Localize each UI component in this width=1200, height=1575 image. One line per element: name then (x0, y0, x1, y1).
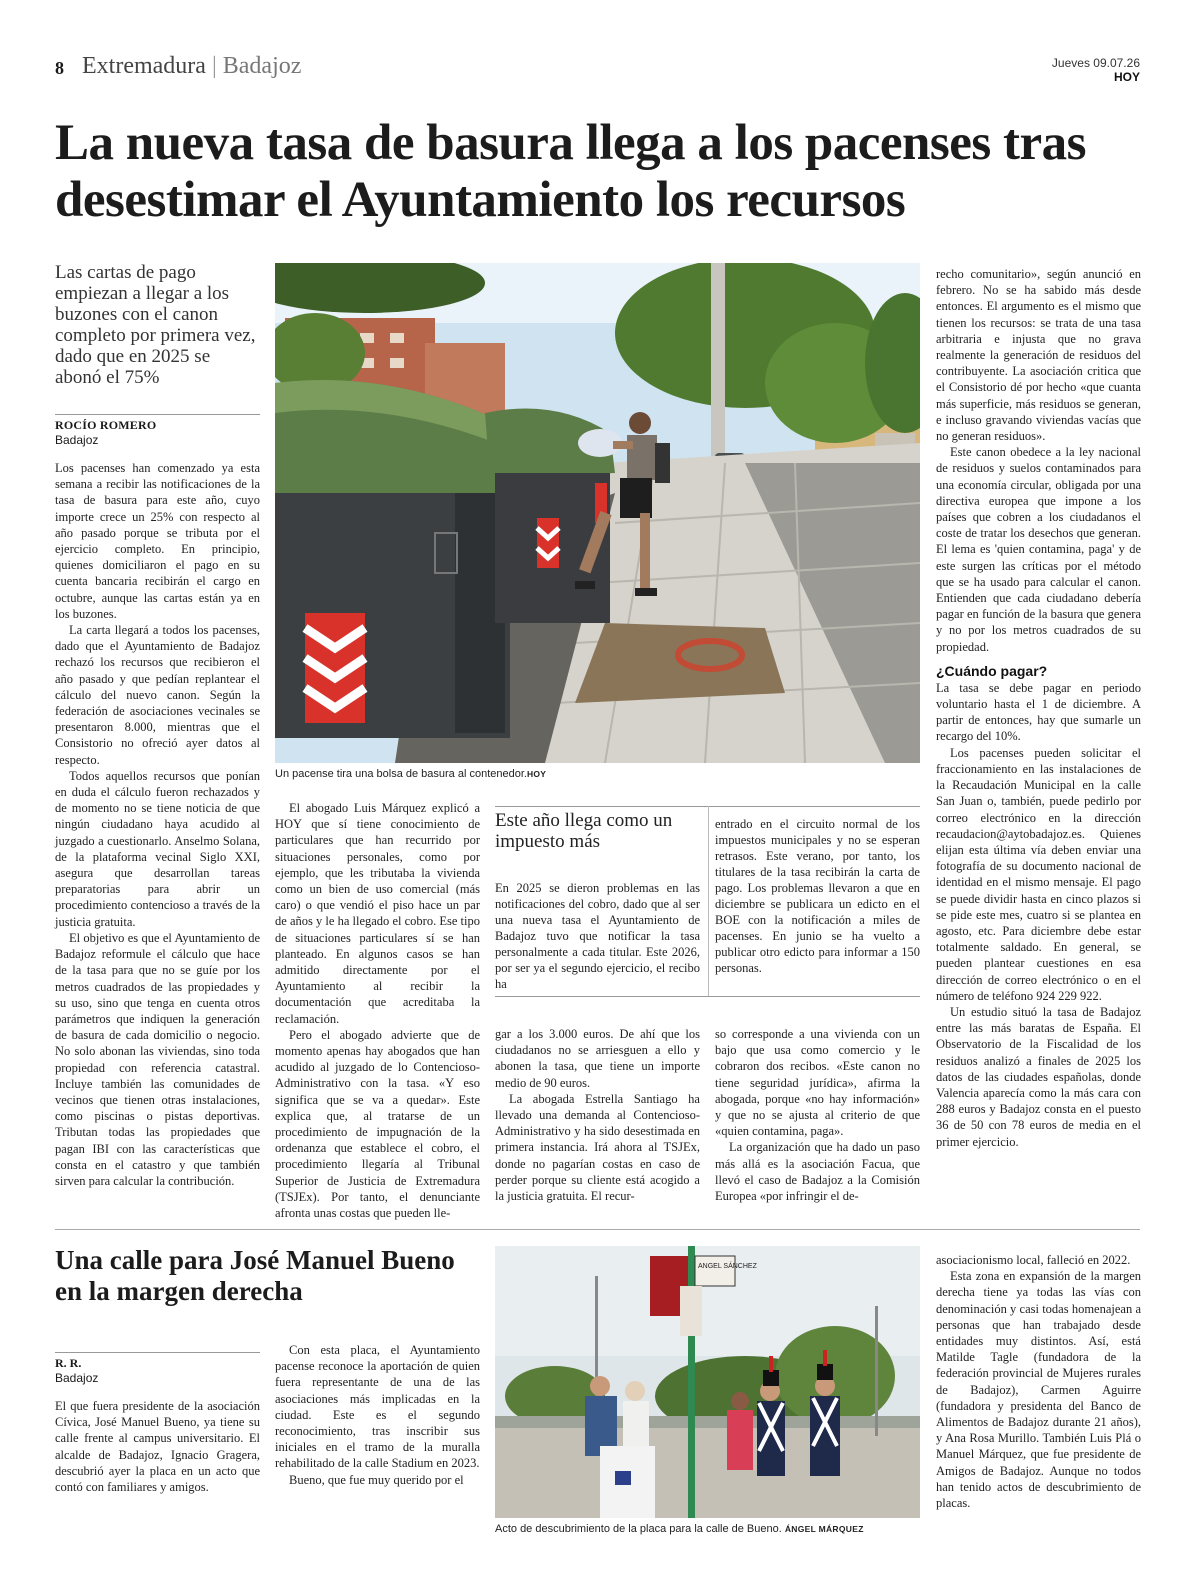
section-name: Extremadura (82, 53, 206, 79)
section-label: Extremadura | Badajoz (82, 53, 302, 79)
date-text: Jueves 09.07.26 (1051, 56, 1140, 70)
photo-credit: HOY (526, 769, 547, 779)
article-column-3 (495, 1026, 700, 1204)
photo-street-plaque-unveiling (495, 1246, 920, 1518)
paper-name: HOY (1113, 70, 1140, 84)
photo-credit: ÁNGEL MÁRQUEZ (784, 1524, 864, 1534)
box-text-2: entrado en el circuito normal de los impuestos municipales y no se esperan retrasos. Este verano, por tanto, los titulares de la tasa recibirán la carta de pago. Los problemas llevaron a que en diciembre se publicara un edicto en el BOE con la notificación a miles de pacenses. En junio se ha vuelto a publicar otro edicto para informar a 150 personas. (715, 817, 920, 975)
second-photo (495, 1246, 920, 1518)
page-number: 8 (55, 58, 64, 78)
article-column-2 (275, 800, 480, 1221)
article-separator (55, 1229, 1140, 1230)
paragraph: La tasa se debe pagar en periodo voluntario hasta el 1 de diciembre. A partir de entonces, hay que sumarle un recargo del 10%. (936, 680, 1141, 744)
issue-date (1052, 56, 1140, 84)
paragraph: Los pacenses han comenzado ya esta semana a recibir las notificaciones de la tasa de basura para este año, cuyo importe crece un 25% con respecto al año pasado porque se tributa por el ejercicio completo. En principio, quienes domiciliaron el pago en su cuenta bancaria recibirán el cargo en octubre, aunque las cartas están ya en los buzones. (55, 461, 260, 621)
subsection-name: Badajoz (222, 53, 302, 79)
photo-caption (275, 768, 920, 780)
paragraph: Todos aquellos recursos que ponían en duda el cálculo fueron rechazados y de momento no se tiene noticia de que ningún ciudadano haya acudido al juzgado a cuestionarlo. Anselmo Solana, de la plataforma vecinal Siglo XXI, asegura que desarrollan tareas preparatorias para abrir un procedimiento contencioso a través de la justicia gratuita. (55, 768, 260, 929)
article-column-5 (936, 266, 1141, 1150)
caption-text: Un pacense tira una bolsa de basura al contenedor. (275, 768, 527, 780)
paragraph: recho comunitario», según anunció en febrero. No se ha sabido más desde entonces. El argumento es el mismo que tienen los recursos: se trata de una tasa arbitraria e injusta que no grava realmente la generación de residuos del contribuyente. La asociación critica que el Consistorio dé por hecho «que cuanta más superficie, más residuos se generan, e incluso gravando viviendas vacías que no generan residuos». (936, 267, 1141, 444)
author-name: ROCÍO ROMERO (55, 418, 157, 432)
paragraph: Un estudio situó la tasa de Badajoz entre las más baratas de España. El Observatorio de la Fiscalidad de los residuos analizó a finales de 2025 los datos de las ciudades españolas, donde Valencia aparecía como la más cara con 288 euros y Badajoz consta en el puesto 36 de 50 con 78 euros de media en el primer ejercicio. (936, 1004, 1141, 1149)
paragraph: Este canon obedece a la ley nacional de residuos y suelos contaminados para una economía circular, obligada por una directiva europea que impone a los países que cobren a los ciudadanos el coste de tratar los desechos que generan. El lema es 'quien contamina, paga' y de este surgen las críticas por el método que se ha usado para calcular el canon. Entienden que cada ciudadano debería pagar en función de la basura que genera y no por los metros cuadrados de su propiedad. (936, 445, 1141, 654)
article-column-4 (715, 1026, 920, 1204)
paragraph: asociacionismo local, falleció en 2022. (936, 1253, 1131, 1267)
paragraph: Los pacenses pueden solicitar el fraccionamiento en las instalaciones de la Recaudación Municipal en la calle San Juan o, también, puede pedirlo por correo electrónico en la dirección recaudacion@aytobadajoz.es. Quienes elijan esta última vía deben enviar una fotografía de su documento nacional de identidad en el mismo mensaje. El pago se puede dividir hasta en cinco plazos si se pide este mes, cuatro si se plantea en agosto, etc. Para diciembre debe estar totalmente saldado. En general, se pueden plantear cuestiones en esa dirección de correo electrónico o en el número de teléfono 924 229 922. (936, 745, 1141, 1003)
second-headline: Una calle para José Manuel Bueno en la margen derecha (55, 1245, 455, 1306)
paragraph: so corresponde a una vivienda con un bajo que usa como comercio y le cobraron dos recibos. «Este canon no tiene seguridad jurídica», afirma la abogada, porque «no hay información» y que no se ajusta al criterio de que «quien contamina, paga». (715, 1027, 920, 1139)
main-headline: La nueva tasa de basura llega a los pacenses tras desestimar el Ayuntamiento los recursos (55, 115, 1086, 228)
paragraph: gar a los 3.000 euros. De ahí que los ciudadanos no se arriesguen a ello y abonen la tasa, que tiene un importe medio de 90 euros. (495, 1027, 700, 1090)
byline (55, 1356, 260, 1386)
second-column-3 (936, 1252, 1141, 1511)
paragraph: El objetivo es que el Ayuntamiento de Badajoz reformule el cálculo que hace de la tasa para que no se guíe por los metros cuadrados de las propiedades y su uso, sino que tenga en cuenta otros parámetros que indiquen la generación de basura de cada domicilio o negocio. No solo abonan las viviendas, sino toda propiedad con referencia catastral. Incluye también las comunidades de vecinos que tienen otras instalaciones, como piscinas o pistas deportivas. Tributan todas las propiedades que pagan IBI con las características que consta en el catastro y que también sirven para calcular la contribución. (55, 930, 260, 1188)
article-column-1 (55, 460, 260, 1189)
byline (55, 418, 260, 448)
paragraph: La organización que ha dado un paso más allá es la asociación Facua, que llevó el caso de Badajoz a la Comisión Europea «por infringir el de- (715, 1140, 920, 1204)
paragraph: El abogado Luis Márquez explicó a HOY que sí tiene conocimiento de particulares que han recurrido por situaciones personales, como por ejemplo, que les tributaba la vivienda como un bien de uso comercial (más caro) o que vendió el piso hace un par de años y le ha llegado el cobro. Ese tipo de situaciones particulares sí se han planteado. En algunos casos se han admitido directamente por el Ayuntamiento al recibir la documentación que acreditaba la reclamación. (275, 801, 480, 1026)
paragraph: La abogada Estrella Santiago ha llevado una demanda al Contencioso-Administrativo y ha sido desestimada en primera instancia. Irá ahora al TSJEx, donde no pagarían costas en caso de perder porque su cliente está acogido a la justicia gratuita. El recur- (495, 1091, 700, 1204)
paragraph: El que fuera presidente de la asociación Cívica, José Manuel Bueno, ya tiene su calle frente al campus universitario. El alcalde de Badajoz, Ignacio Gragera, descubrió ayer la placa en un acto que contó con familiares y amigos. (55, 1399, 260, 1495)
second-column-2 (275, 1342, 480, 1488)
byline-rule (55, 414, 260, 415)
box-title: Este año llega como un impuesto más (495, 810, 673, 852)
street-sign-text: ANGEL SÁNCHEZ (698, 1263, 757, 1270)
author-location: Badajoz (55, 433, 99, 447)
box-column-divider (708, 806, 709, 996)
subheadline: Las cartas de pago empiezan a llegar a los buzones con el canon completo por primera vez, dado que en 2025 se abonó el 75% (55, 262, 256, 388)
box-bottom-rule (495, 996, 920, 997)
byline-rule (55, 1352, 260, 1353)
paragraph: Esta zona en expansión de la margen derecha tiene ya todas las vías con denominación y casi todas homenajean a personas que han trabajado desde entidades muy distintos. Así, está Matilde Tagle (fundadora de la federación provincial de Mujeres rurales de Badajoz), Carmen Aguirre (fundadora y presidenta del Banco de Alimentos de Badajoz durante 21 años), y Ana Rosa Murillo. También Luis Plá o Manuel Márquez, que fue presidente de Amigos de Badajoz. Aunque no todos han tenido actos de descubrimiento de placas. (936, 1269, 1141, 1511)
photo-caption (495, 1523, 920, 1535)
caption-text: Acto de descubrimiento de la placa para la calle de Bueno. (495, 1523, 782, 1535)
intertitle: ¿Cuándo pagar? (936, 662, 1048, 679)
paragraph: Con esta placa, el Ayuntamiento pacense reconoce la aportación de quien fuera representante de una de las asociaciones más implicadas en la ciudad. Este es el segundo reconocimiento, tras inscribir sus iniciales en el tramo de la muralla rehabilitado de la calle Stadium en 2023. (275, 1343, 480, 1471)
paragraph: La carta llegará a todos los pacenses, dado que el Ayuntamiento de Badajoz rechazó los recursos que recibieron el año pasado y que pedían replantear el cálculo del nuevo canon. Según la federación de asociaciones vecinales se presentaron 8.000, mientras que el Consistorio no ofreció ayer datos al respecto. (55, 623, 260, 767)
photo-garbage-containers (275, 263, 920, 763)
box-text-1: En 2025 se dieron problemas en las notificaciones del cobro, dado que al ser una nueva tasa el Ayuntamiento de Badajoz tuvo que notificar la tasa personalmente a cada titular. Este 2026, por ser ya el segundo ejercicio, el recibo ha (495, 881, 700, 991)
author-location: Badajoz (55, 1371, 99, 1385)
paragraph: Bueno, que fue muy querido por el (289, 1472, 464, 1487)
main-photo (275, 263, 920, 763)
paragraph: Pero el abogado advierte que de momento apenas hay abogados que han acudido al juzgado de lo Contencioso-Administrativo con la tasa. «Y eso significa que se va a quedar». Este explica que, al tratarse de un procedimiento de impugnación de la ordenanza que establece el cobro, el procedimiento llegaría al Tribunal Superior de Justicia de Extremadura (TSJEx). Por tanto, el denunciante afronta unas costas que pueden lle- (275, 1027, 480, 1221)
second-column-1 (55, 1398, 260, 1495)
author-name: R. R. (55, 1356, 82, 1370)
